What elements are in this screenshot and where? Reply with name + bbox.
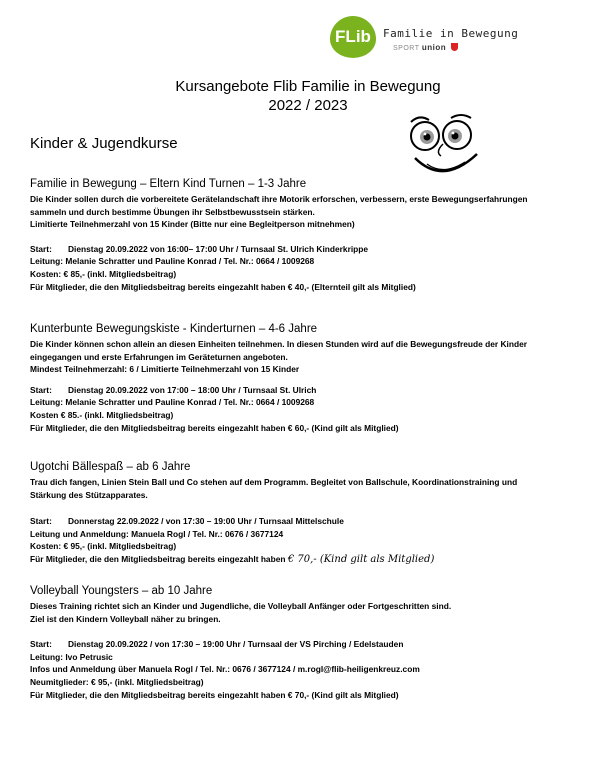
course-info: Kosten: € 85,- (inkl. Mitgliedsbeitrag) <box>30 268 177 279</box>
course-familie-in-bewegung <box>30 178 590 293</box>
course-info: Neumitglieder: € 95,- (inkl. Mitgliedsbeitrag) <box>30 676 204 687</box>
section-heading: Kinder & Jugendkurse <box>30 135 178 152</box>
start-label: Start: <box>30 639 52 650</box>
page-year: 2022 / 2023 <box>268 97 348 114</box>
course-desc: Stärkung des Stützapparates. <box>30 489 148 500</box>
logo-title: Familie in Bewegung <box>383 27 519 40</box>
course-info: Für Mitglieder, die den Mitgliedsbeitrag bereits eingezahlt haben € 60,- (Kind gilt als Mitglied) <box>30 422 399 433</box>
course-info: Kosten € 85.- (inkl. Mitgliedsbeitrag) <box>30 409 174 420</box>
course-desc: Trau dich fangen, Linien Stein Ball und Co stehen auf dem Programm. Begleitet von Ballschule, Koordinationstraining und <box>30 477 518 487</box>
course-desc: Limitierte Teilnehmerzahl von 15 Kinder (Bitte nur eine Begleitperson mitnehmen) <box>30 219 355 230</box>
course-info: Leitung: Melanie Schratter und Pauline Konrad / Tel. Nr.: 0664 / 1009268 <box>30 256 315 267</box>
course-title: Ugotchi Bällespaß – ab 6 Jahre <box>30 461 191 473</box>
course-ugotchi-baellespass <box>30 461 590 567</box>
course-volleyball-youngsters <box>30 585 590 701</box>
logo-sub-right: union <box>421 43 447 52</box>
course-title: Kunterbunte Bewegungskiste - Kinderturnen – 4-6 Jahre <box>30 323 318 335</box>
start-text: Dienstag 20.09.2022 von 16:00– 17:00 Uhr / Turnsaal St. Ulrich Kinderkrippe <box>68 243 369 254</box>
course-start <box>30 515 590 528</box>
handwritten-note: € 70,- (Kind gilt als Mitglied) <box>287 553 435 565</box>
course-info: Für Mitglieder, die den Mitgliedsbeitrag bereits eingezahlt haben € 40,- (Elternteil gilt als Mitglied) <box>30 281 416 292</box>
course-start <box>30 384 590 397</box>
course-start <box>30 638 590 651</box>
course-info: Kosten: € 95,- (inkl. Mitgliedsbeitrag) <box>30 541 177 552</box>
logo-sub-left: SPORT <box>393 45 420 52</box>
course-desc: Die Kinder können schon allein an diesen Einheiten teilnehmen. In diesen Stunden wird auf die Bewegungsfreude der Kinder <box>30 339 527 349</box>
start-text: Dienstag 20.09.2022 von 17:00 – 18:00 Uhr / Turnsaal St. Ulrich <box>68 384 317 395</box>
course-title: Volleyball Youngsters – ab 10 Jahre <box>30 585 213 597</box>
course-desc: eingegangen und erste Erfahrungen im Geräteturnen angeboten. <box>30 351 288 362</box>
course-info: Leitung: Melanie Schratter und Pauline Konrad / Tel. Nr.: 0664 / 1009268 <box>30 397 315 408</box>
printed-text: Für Mitglieder, die den Mitgliedsbeitrag bereits eingezahlt haben <box>30 553 286 564</box>
course-desc: Mindest Teilnehmerzahl: 6 / Limitierte Teilnehmerzahl von 15 Kinder <box>30 364 300 375</box>
start-label: Start: <box>30 516 52 527</box>
page-title: Kursangebote Flib Familie in Bewegung <box>175 78 441 95</box>
start-label: Start: <box>30 384 52 395</box>
flib-logo <box>330 16 520 58</box>
course-info: Leitung: Ivo Petrusic <box>30 651 113 662</box>
course-desc: Dieses Training richtet sich an Kinder und Jugendliche, die Volleyball Anfänger oder Fortgeschritten sind. <box>30 601 452 611</box>
course-info: Für Mitglieder, die den Mitgliedsbeitrag bereits eingezahlt haben € 70,- (Kind gilt als Mitglied) <box>30 689 399 700</box>
course-info <box>30 553 590 567</box>
course-desc: Ziel ist den Kindern Volleyball näher zu bringen. <box>30 613 221 624</box>
course-info: Infos und Anmeldung über Manuela Rogl / Tel. Nr.: 0676 / 3677124 / m.rogl@flib-heiligenkreuz.com <box>30 664 420 675</box>
start-text: Donnerstag 22.09.2022 / von 17:30 – 19:00 Uhr / Turnsaal Mittelschule <box>68 516 344 527</box>
logo-mark: FLib <box>330 16 376 58</box>
course-desc: sammeln und durch bestimme Übungen ihr Selbstbewusstsein stärken. <box>30 206 315 217</box>
start-text: Dienstag 20.09.2022 / von 17:30 – 19:00 Uhr / Turnsaal der VS Pirching / Edelstauden <box>68 639 404 650</box>
start-label: Start: <box>30 243 52 254</box>
course-start <box>30 243 590 256</box>
course-title: Familie in Bewegung – Eltern Kind Turnen – 1-3 Jahre <box>30 178 307 190</box>
smiley-face-icon <box>405 108 487 188</box>
course-desc: Die Kinder sollen durch die vorbereitete Gerätelandschaft ihre Motorik erforschen, verbessern, erste Bewegungserfahrungen <box>30 194 528 204</box>
course-kunterbunte-bewegungskiste <box>30 323 590 434</box>
union-icon <box>451 43 458 51</box>
logo-subtitle <box>393 43 458 52</box>
course-info: Leitung und Anmeldung: Manuela Rogl / Tel. Nr.: 0676 / 3677124 <box>30 528 284 539</box>
